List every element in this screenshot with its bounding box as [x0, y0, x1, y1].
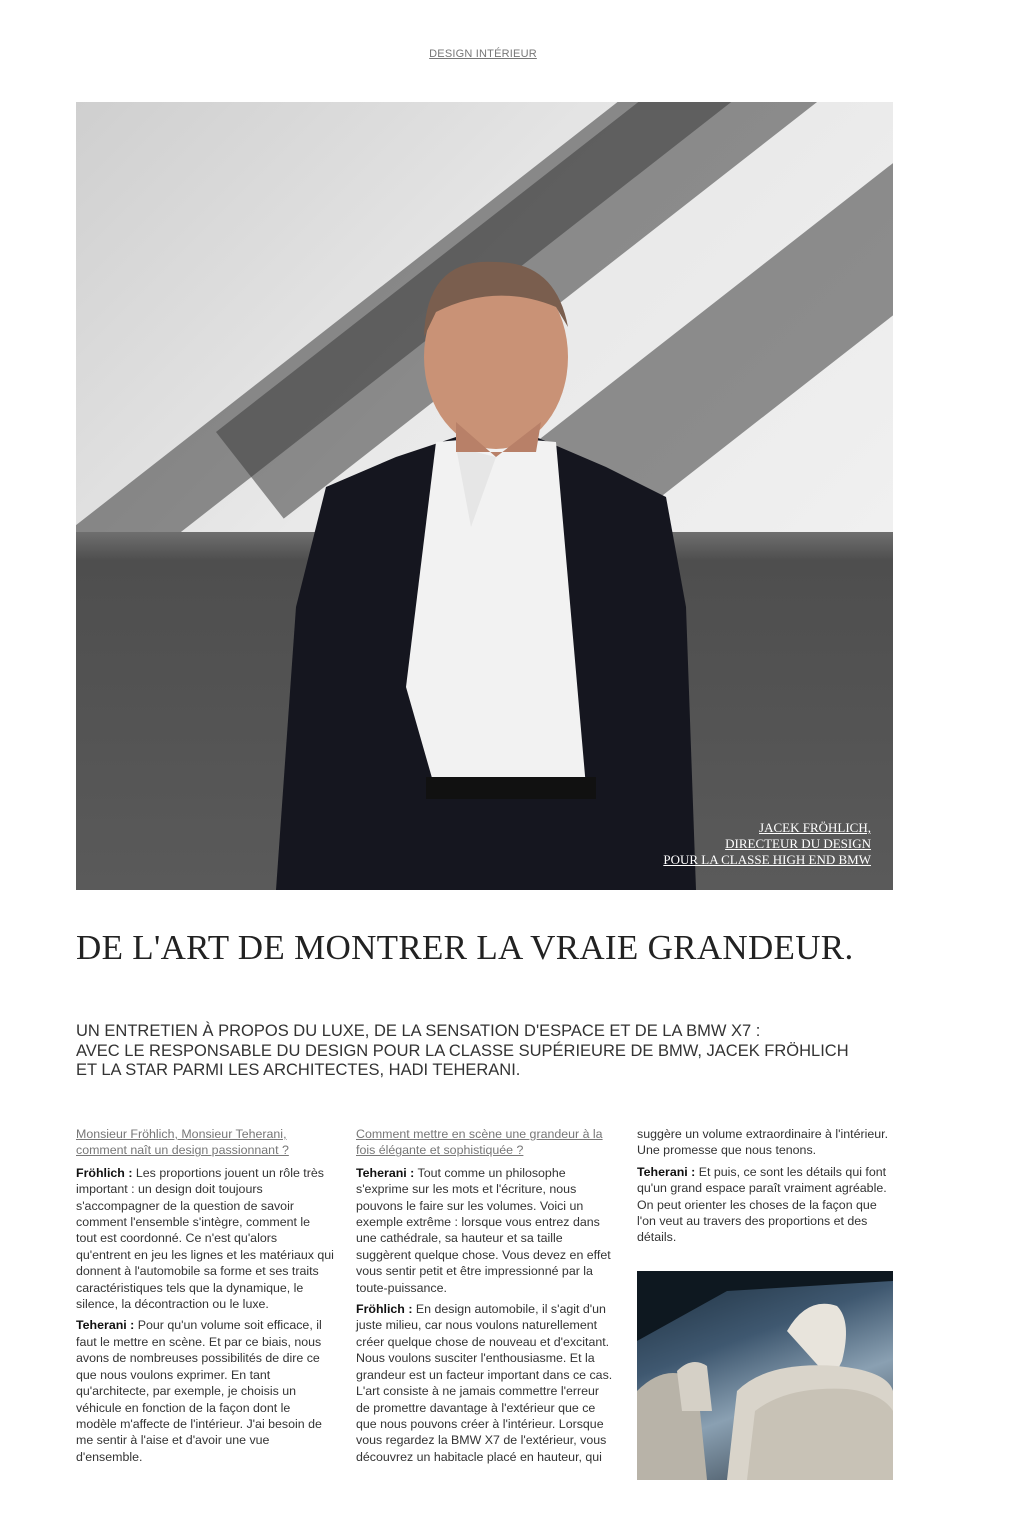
- person-figure: [256, 187, 706, 890]
- article-intro: [76, 1022, 849, 1081]
- caption-line: DIRECTEUR DU DESIGN: [725, 836, 871, 851]
- answer-text: Et puis, ce sont les détails qui font qu'un grand espace paraît vraiment agréable. On peut orienter les choses de la façon que l'on veut au travers des proportions et des détails.: [637, 1164, 887, 1245]
- answer-paragraph: [637, 1164, 895, 1246]
- intro-line: UN ENTRETIEN À PROPOS DU LUXE, DE LA SENSATION D'ESPACE ET DE LA BMW X7 :: [76, 1022, 761, 1040]
- speaker-name: Fröhlich :: [356, 1302, 413, 1317]
- column-3: [637, 1126, 895, 1251]
- photo-caption: [663, 820, 871, 868]
- speaker-name: Teherani :: [356, 1165, 415, 1180]
- section-label[interactable]: DESIGN INTÉRIEUR: [429, 48, 537, 60]
- answer-paragraph: [76, 1165, 334, 1313]
- portrait-photo: [76, 102, 893, 890]
- interview-question[interactable]: Comment mettre en scène une grandeur à la fois élégante et sophistiquée ?: [356, 1127, 603, 1158]
- answer-text: Tout comme un philosophe s'exprime sur les mots et l'écriture, nous pouvons le faire sur les volumes. Voici un exemple extrême : lorsque vous entrez dans une cathédrale, sa hauteur et sa taille suggèrent quelque chose. Vous devez en effet vous sentir petit et être impressionné par la toute-puissance.: [356, 1165, 611, 1295]
- answer-paragraph: [356, 1301, 614, 1465]
- answer-text: Les proportions jouent un rôle très important : un design doit toujours s'accompagner de la question de savoir comment l'ensemble s'intègre, comment le tout est coordonné. Ce n'est qu'alors qu'entrent en jeu les lignes et les matériaux qui donnent à l'automobile sa forme et ses traits caractéristiques tels que la dynamique, le silence, la décontraction ou le luxe.: [76, 1165, 334, 1312]
- speaker-name: Fröhlich :: [76, 1165, 133, 1180]
- answer-text: Pour qu'un volume soit efficace, il faut le mettre en scène. Et par ce biais, nous avons de nombreuses possibilités de dire ce que nous voulons exprimer. En tant qu'architecte, par exemple, je choisis un véhicule en fonction de la façon dont le modèle m'affecte de l'intérieur. J'ai besoin de me sentir à l'aise et d'avoir une vue d'ensemble.: [76, 1318, 322, 1464]
- article-title: DE L'ART DE MONTRER LA VRAIE GRANDEUR.: [76, 928, 854, 967]
- column-2: [356, 1126, 614, 1470]
- caption-line: POUR LA CLASSE HIGH END BMW: [663, 852, 871, 867]
- answer-text: En design automobile, il s'agit d'un juste milieu, car nous voulons naturellement créer quelque chose de nouveau et d'excitant. Nous voulons susciter l'enthousiasme. Et la grandeur est un facteur important dans ce cas. L'art consiste à ne jamais commettre l'erreur de promettre davantage à l'extérieur que ce que nous pouvons créer à l'intérieur. Lorsque vous regardez la BMW X7 de l'extérieur, vous découvrez un habitacle placé en hauteur, qui: [356, 1302, 613, 1464]
- intro-line: AVEC LE RESPONSABLE DU DESIGN POUR LA CLASSE SUPÉRIEURE DE BMW, JACEK FRÖHLICH: [76, 1041, 849, 1060]
- seat-illustration: [637, 1271, 893, 1480]
- answer-paragraph: suggère un volume extraordinaire à l'intérieur. Une promesse que nous tenons.: [637, 1127, 889, 1158]
- answer-paragraph: [76, 1317, 334, 1465]
- column-1: [76, 1126, 334, 1470]
- car-interior-photo: [637, 1271, 893, 1480]
- speaker-name: Teherani :: [637, 1164, 696, 1179]
- speaker-name: Teherani :: [76, 1318, 135, 1333]
- caption-line: JACEK FRÖHLICH,: [759, 820, 871, 835]
- intro-line: ET LA STAR PARMI LES ARCHITECTES, HADI TEHERANI.: [76, 1061, 521, 1079]
- interview-question[interactable]: Monsieur Fröhlich, Monsieur Teherani, comment naît un design passionnant ?: [76, 1127, 289, 1158]
- answer-paragraph: [356, 1165, 614, 1296]
